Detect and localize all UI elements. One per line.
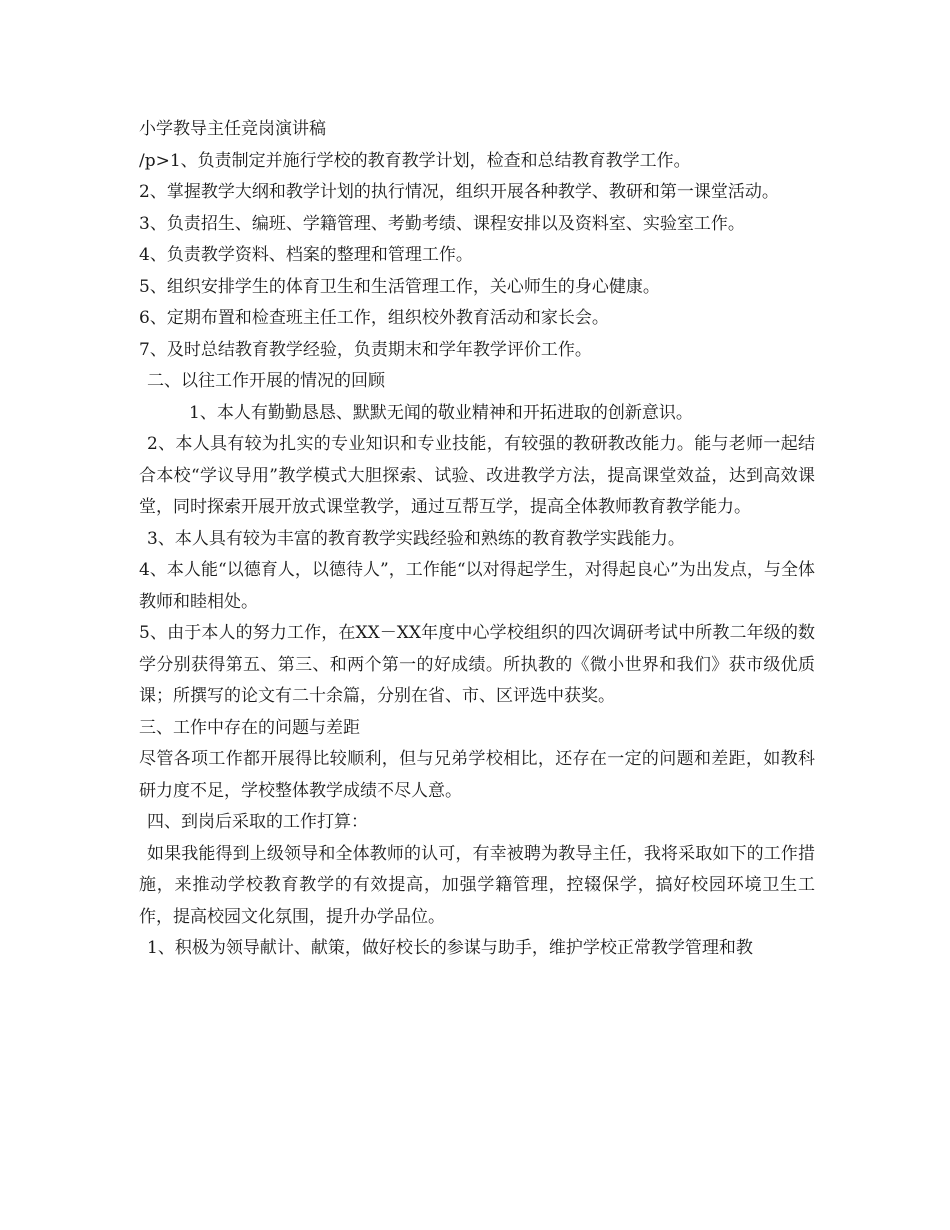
review-item-4: 4、本人能“以德育人，以德待人”，工作能“以对得起学生，对得起良心”为出发点，与全体教师和睦相处。 [139,560,815,612]
review-item-3: 3、本人具有较为丰富的教育教学实践经验和熟练的教育教学实践能力。 [147,528,685,549]
duty-item-5: 5、组织安排学生的体育卫生和生活管理工作，关心师生的身心健康。 [139,276,660,297]
duty-item-2: 2、掌握教学大纲和教学计划的执行情况，组织开展各种教学、教研和第一课堂活动。 [139,182,779,202]
section-heading-plan: 四、到岗后采取的工作打算： [147,812,368,832]
review-item-1: 1、本人有勤勤恳恳、默默无闻的敬业精神和开拓进取的创新意识。 [189,402,693,423]
section-heading-problems: 三、工作中存在的问题与差距 [139,717,360,738]
duty-item-7: 7、及时总结教育教学经验，负责期末和学年教学评价工作。 [139,339,592,360]
review-item-5: 5、由于本人的努力工作，在XX－XX年度中心学校组织的四次调研考试中所教二年级的数学分别获得第五、第三、和两个第一的好成绩。所执教的《微小世界和我们》获市级优质课；所撰写的论文有二十余篇，分别在省、市、区评选中获奖。 [139,623,815,706]
review-item-2: 2、本人具有较为扎实的专业知识和专业技能，有较强的教研教改能力。能与老师一起结合本校“学议导用”教学模式大胆探索、试验、改进教学方法，提高课堂效益，达到高效课堂，同时探索开展开放式课堂教学，通过互帮互学，提高全体教师教育教学能力。 [139,434,815,517]
problems-paragraph: 尽管各项工作都开展得比较顺利，但与兄弟学校相比，还存在一定的问题和差距，如教科研力度不足，学校整体教学成绩不尽人意。 [139,749,815,801]
duty-item-1: /p>1、负责制定并施行学校的教育教学计划，检查和总结教育教学工作。 [139,150,691,171]
document-body [139,114,815,965]
plan-intro-paragraph: 如果我能得到上级领导和全体教师的认可，有幸被聘为教导主任，我将采取如下的工作措施，来推动学校教育教学的有效提高，加强学籍管理，控辍保学，搞好校园环境卫生工作，提高校园文化氛围，提升办学品位。 [139,843,815,927]
duty-item-6: 6、定期布置和检查班主任工作，组织校外教育活动和家长会。 [139,308,609,328]
document-title: 小学教导主任竞岗演讲稿 [139,119,326,139]
section-heading-review: 二、以往工作开展的情况的回顾 [147,371,385,391]
duty-item-3: 3、负责招生、编班、学籍管理、考勤考绩、课程安排以及资料室、实验室工作。 [139,213,745,234]
plan-item-1: 1、积极为领导献计、献策，做好校长的参谋与助手，维护学校正常教学管理和教 [147,938,753,958]
duty-item-4: 4、负责教学资料、档案的整理和管理工作。 [139,245,473,265]
